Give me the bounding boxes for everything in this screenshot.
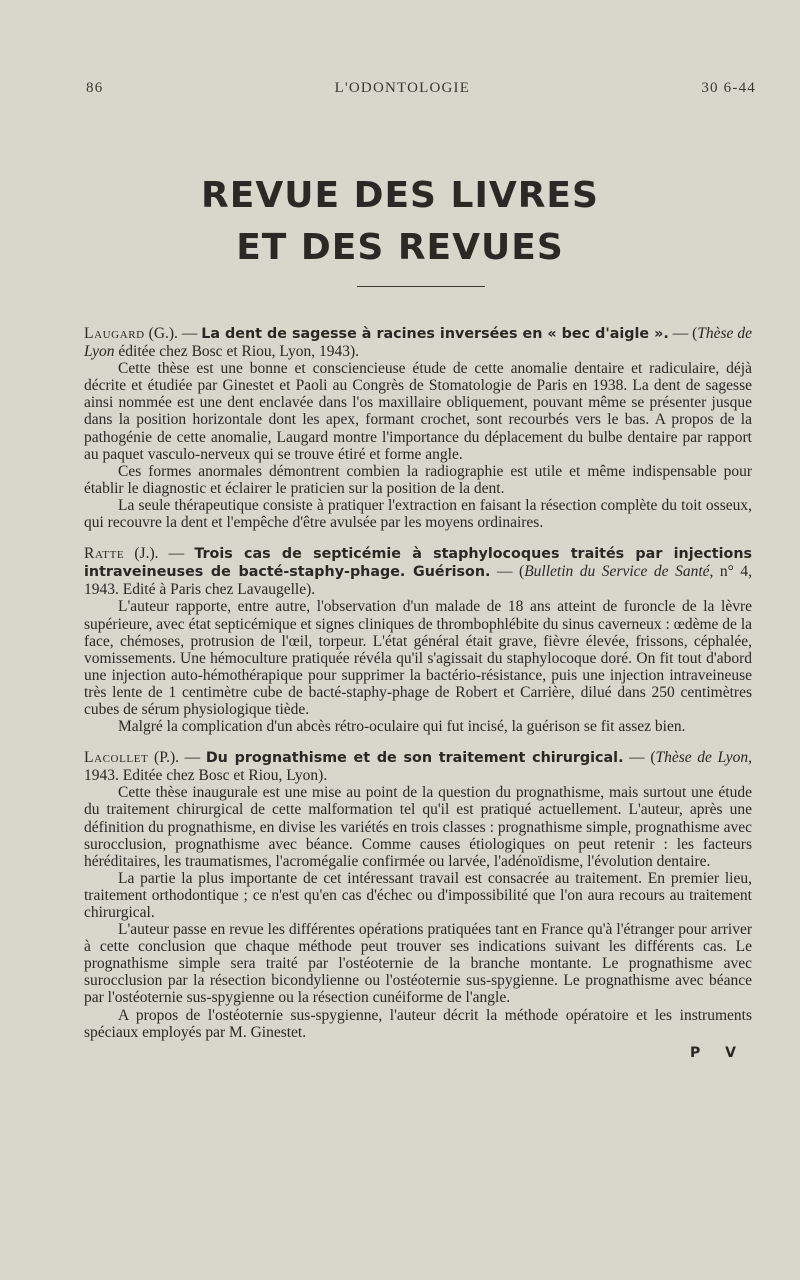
review-paragraph: Cette thèse inaugurale est une mise au point de la question du prognathisme, mais surtout une étude du traitement chirurgical de cette malformation tel qu'il est pratiqué actuellement. L'auteur, après une définition du prognathisme, en divise les variétés en trois classes : prognathisme simple, prognathisme avec surocclusion, prognathisme avec béance. Comme causes étiologiques on peut retenir : les facteurs héréditaires, les traumatismes, l'acromégalie confirmée ou larvée, l'adénoïdisme, l'évolution dentaire. — [84, 784, 752, 870]
section-title-line-1: REVUE DES LIVRES — [201, 175, 599, 216]
entry-spacer — [84, 735, 752, 749]
journal-name: L'ODONTOLOGIE — [334, 80, 471, 96]
review-entry-laugard — [84, 325, 752, 531]
review-source-title: Thèse de Lyon — [655, 749, 749, 767]
review-source-title: Bulletin du Service de Santé — [524, 563, 710, 581]
review-source-title: Thèse de Lyon — [84, 325, 752, 361]
review-entry-ratte — [84, 545, 752, 735]
reviews-body — [84, 325, 752, 1062]
review-reference — [84, 749, 752, 784]
title-divider — [357, 286, 485, 287]
review-author: Lacollet — [84, 749, 149, 767]
review-paragraph: La partie la plus importante de cet intéressant travail est consacrée au traitement. En premier lieu, traitement orthodontique ; ce n'est qu'en cas d'échec ou d'impossibilité que l'on aura recours au traitement chirurgical. — [84, 869, 752, 921]
review-entry-lacollet — [84, 749, 752, 1041]
review-author: Ratte — [84, 545, 125, 563]
review-source-dash: — ( — [668, 325, 698, 342]
review-source-details: , 1943. Editée chez Bosc et Riou, Lyon). — [84, 749, 752, 785]
review-author: Laugard — [84, 325, 145, 342]
review-book-title: Trois cas de septicémie à staphylocoques traités par injections intraveineuses de bacté-staphy-phage. Guérison. — [84, 546, 753, 581]
review-initials: (J.). — — [134, 545, 185, 563]
reviewer-signature: P V — [690, 1044, 746, 1061]
review-initials: (P.). — — [154, 749, 201, 767]
entry-spacer — [84, 531, 752, 545]
issue-date: 30 6-44 — [701, 80, 756, 96]
review-paragraph: Ces formes anormales démontrent combien la radiographie est utile et même indispensable pour établir le diagnostic et éclairer le praticien sur la position de la dent. — [84, 462, 752, 497]
review-source-dash: — ( — [490, 563, 525, 581]
review-paragraph: A propos de l'ostéoternie sus-spygienne, l'auteur décrit la méthode opératoire et les instruments spéciaux employés par M. Ginestet. — [84, 1006, 752, 1041]
review-paragraph: L'auteur rapporte, entre autre, l'observation d'un malade de 18 ans atteint de furoncle de la lèvre supérieure, avec état septicémique et signes cliniques de thrombophlébite du sinus caverneux : œdème de la face, chémoses, protrusion de l'œil, torpeur. L'état général était grave, fièvre élevée, frissons, céphalée, vomissements. Une hémoculture pratiquée révéla qu'il s'agissait du staphylocoque doré. On fit tout d'abord une injection auto-hémothérapique pour supprimer la bactério-résistance, puis une injection intraveineuse très lente de 1 centimètre cube de bacté-staphy-phage de Robert et Carrière, dilué dans 250 centimètres cubes de sérum physiologique tiède. — [84, 598, 752, 718]
review-paragraph: La seule thérapeutique consiste à pratiquer l'extraction en faisant la résection complète du toit osseux, qui recouvre la dent et l'empêche d'être avulsée par les moyens ordinaires. — [84, 496, 752, 532]
review-reference — [84, 545, 752, 598]
review-source-details: éditée chez Bosc et Riou, Lyon, 1943). — [114, 343, 360, 361]
review-book-title: Du prognathisme et de son traitement chirurgical. — [205, 750, 624, 767]
review-source-dash: — ( — [623, 749, 656, 767]
running-header — [86, 80, 756, 97]
section-title-line-2: ET DES REVUES — [236, 227, 564, 268]
review-reference — [84, 325, 752, 360]
review-paragraph: Malgré la complication d'un abcès rétro-oculaire qui fut incisé, la guérison se fit assez bien. — [118, 718, 686, 736]
section-title — [0, 170, 800, 274]
page-number: 86 — [86, 80, 104, 96]
review-initials: (G.). — — [148, 325, 198, 342]
review-paragraph: L'auteur passe en revue les différentes opérations pratiquées tant en France qu'à l'étranger pour arriver à cette conclusion que chaque méthode peut trouver ses indications suivant les différents cas. Le prognathisme simple sera traité par l'ostéoternie de la branche montante. Le prognathisme avec surocclusion par la résection bicondylienne ou l'ostéoternie sus-spygienne. Le prognathisme avec béance par l'ostéoternie sus-spygienne ou la résection cunéiforme de l'angle. — [84, 921, 752, 1007]
review-source-details: , n° 4, 1943. Edité à Paris chez Lavaugelle). — [84, 563, 753, 599]
review-book-title: La dent de sagesse à racines inversées en « bec d'aigle ». — [201, 326, 669, 342]
review-paragraph: Cette thèse est une bonne et consciencieuse étude de cette anomalie dentaire et radiculaire, déjà décrite et étudiée par Ginestet et Paoli au Congrès de Stomatologie de Paris en 1938. La dent de sagesse ainsi nommée est une dent enclavée dans l'os maxillaire obliquement, pouvant même se présenter jusque dans la position horizontale dont les apex, formant crochet, sont recourbés vers le bas. A propos de la pathogénie de cette anomalie, Laugard montre l'importance du déplacement du bulbe dentaire par rapport au paquet vasculo-nerveux qui se trouve étiré et forme angle. — [84, 360, 752, 463]
